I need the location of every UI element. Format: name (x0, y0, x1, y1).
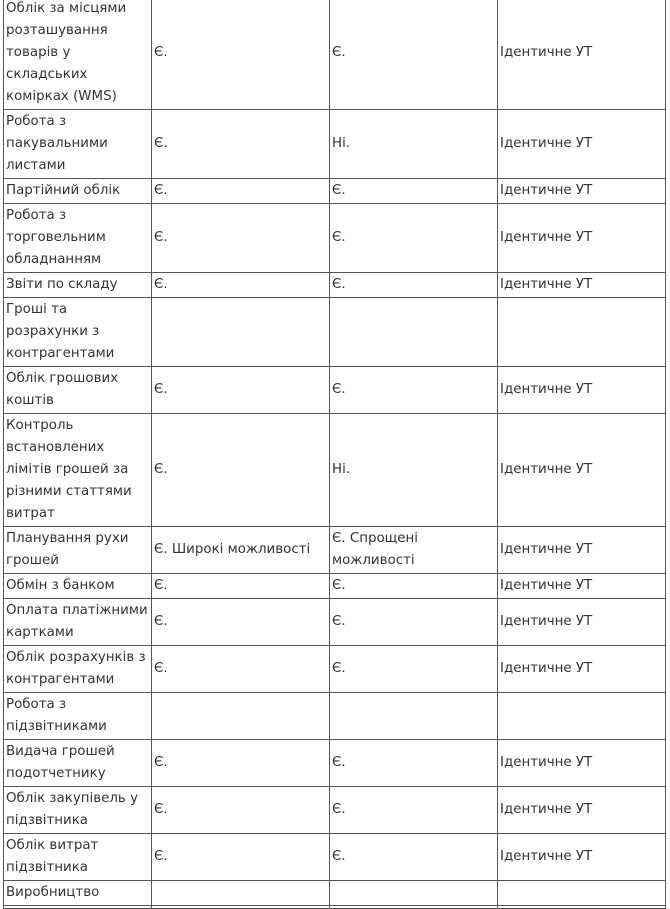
option-c-cell: Ідентичне УТ (498, 179, 666, 204)
option-b-cell: Є. (330, 787, 498, 834)
table-row (4, 787, 666, 834)
option-b-cell: Є. (330, 367, 498, 414)
option-a-cell: Є. (152, 0, 330, 110)
table-row (4, 179, 666, 204)
option-c-cell: Ідентичне УТ (498, 599, 666, 646)
table-row (4, 646, 666, 693)
option-a-cell: Є. (152, 273, 330, 298)
table-row (4, 0, 666, 110)
option-a-cell: Є. (152, 179, 330, 204)
feature-cell: Обмін з банком (4, 574, 152, 599)
feature-cell: Облік за місцями розташування товарів у складських комірках (WMS) (4, 0, 152, 110)
option-c-cell (498, 693, 666, 740)
option-a-cell: Є. Широкі можливості (152, 527, 330, 574)
option-a-cell: Є. (152, 599, 330, 646)
feature-cell: Облік витрат підзвітника (4, 834, 152, 881)
option-c-cell: Ідентичне УТ (498, 646, 666, 693)
option-c-cell: Ідентичне УТ (498, 204, 666, 273)
feature-cell: Оплата платіжними картками (4, 599, 152, 646)
option-b-cell: Ні. (330, 414, 498, 527)
option-c-cell: Ідентичне УТ (498, 414, 666, 527)
option-a-cell (152, 906, 330, 909)
option-b-cell: Є. Спрощені можливості (330, 527, 498, 574)
feature-cell: Облік закупівель у підзвітника (4, 787, 152, 834)
comparison-table-container (3, 0, 666, 909)
option-a-cell: Є. (152, 787, 330, 834)
feature-cell: Гроші та розрахунки з контрагентами (4, 298, 152, 367)
comparison-table-body (4, 0, 666, 909)
option-b-cell: Ні. (330, 110, 498, 179)
option-c-cell (498, 906, 666, 909)
option-c-cell: Ідентичне УТ (498, 834, 666, 881)
comparison-table (3, 0, 666, 909)
option-a-cell: Є. (152, 574, 330, 599)
option-b-cell (330, 298, 498, 367)
option-c-cell: Ідентичне УТ (498, 367, 666, 414)
option-c-cell: Ідентичне УТ (498, 740, 666, 787)
option-a-cell: Є. (152, 646, 330, 693)
table-row (4, 599, 666, 646)
option-b-cell: Є. (330, 0, 498, 110)
feature-cell: Робота з торговельним обладнанням (4, 204, 152, 273)
feature-cell: Звіти по складу (4, 273, 152, 298)
option-c-cell: Ідентичне УТ (498, 787, 666, 834)
option-a-cell: Є. (152, 414, 330, 527)
option-b-cell (330, 693, 498, 740)
option-b-cell: Є. (330, 646, 498, 693)
option-b-cell: Є. (330, 740, 498, 787)
option-b-cell: Є. (330, 574, 498, 599)
feature-cell (4, 906, 152, 909)
feature-cell: Видача грошей подотчетнику (4, 740, 152, 787)
table-row (4, 414, 666, 527)
option-c-cell (498, 298, 666, 367)
option-b-cell: Є. (330, 599, 498, 646)
option-b-cell: Є. (330, 273, 498, 298)
option-a-cell (152, 693, 330, 740)
feature-cell: Облік розрахунків з контрагентами (4, 646, 152, 693)
table-row (4, 298, 666, 367)
feature-cell: Робота з пакувальними листами (4, 110, 152, 179)
option-c-cell (498, 881, 666, 906)
table-row (4, 693, 666, 740)
feature-cell: Облік грошових коштів (4, 367, 152, 414)
option-b-cell (330, 906, 498, 909)
feature-cell: Планування рухи грошей (4, 527, 152, 574)
feature-cell: Виробництво (4, 881, 152, 906)
table-row (4, 273, 666, 298)
option-c-cell: Ідентичне УТ (498, 574, 666, 599)
option-a-cell: Є. (152, 110, 330, 179)
option-a-cell: Є. (152, 204, 330, 273)
table-row (4, 527, 666, 574)
option-a-cell: Є. (152, 834, 330, 881)
option-a-cell (152, 298, 330, 367)
option-b-cell (330, 881, 498, 906)
table-row (4, 906, 666, 909)
table-row (4, 574, 666, 599)
option-b-cell: Є. (330, 179, 498, 204)
table-row (4, 110, 666, 179)
option-a-cell (152, 881, 330, 906)
option-a-cell: Є. (152, 740, 330, 787)
option-b-cell: Є. (330, 834, 498, 881)
option-b-cell: Є. (330, 204, 498, 273)
table-row (4, 881, 666, 906)
option-a-cell: Є. (152, 367, 330, 414)
table-row (4, 834, 666, 881)
feature-cell: Контроль встановлених лімітів грошей за різними статтями витрат (4, 414, 152, 527)
option-c-cell: Ідентичне УТ (498, 527, 666, 574)
table-row (4, 740, 666, 787)
table-row (4, 204, 666, 273)
option-c-cell: Ідентичне УТ (498, 273, 666, 298)
feature-cell: Партійний облік (4, 179, 152, 204)
option-c-cell: Ідентичне УТ (498, 110, 666, 179)
table-row (4, 367, 666, 414)
option-c-cell: Ідентичне УТ (498, 0, 666, 110)
feature-cell: Робота з підзвітниками (4, 693, 152, 740)
